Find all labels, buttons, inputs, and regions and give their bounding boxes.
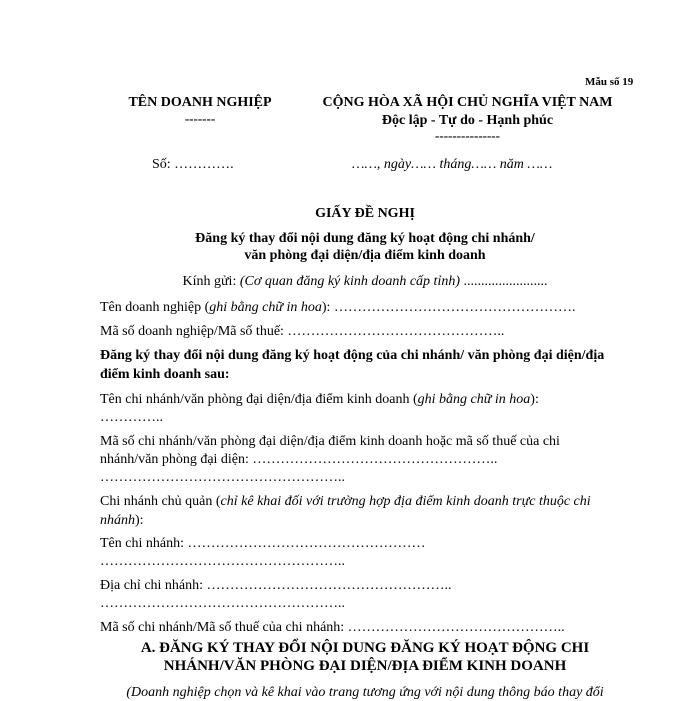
branch-name-dots: …………..: [100, 410, 163, 425]
company-name-line: [100, 298, 630, 317]
document-number: Số: ………….: [152, 157, 234, 172]
parent-branch-tail: ):: [135, 513, 144, 528]
section-intro: Đăng ký thay đổi nội dung đăng ký hoạt động của chi nhánh/ văn phòng đại diện/địa điểm kinh doanh sau:: [100, 348, 605, 382]
section-a-line1: A. ĐĂNG KÝ THAY ĐỔI NỘI DUNG ĐĂNG KÝ HOẠT ĐỘNG CHI: [140, 640, 590, 656]
branch-code-dots: ……………………………………………..: [100, 470, 345, 485]
branch-code-line2: nhánh/văn phòng đại diện: ……………………………………………..: [100, 452, 498, 467]
recipient-value: (Cơ quan đăng ký kinh doanh cấp tỉnh): [239, 274, 461, 289]
branch-name-note: ghi bằng chữ in hoa: [417, 392, 531, 407]
recipient-line: [100, 274, 630, 290]
tax-code-line: Mã số doanh nghiệp/Mã số thuế: ………………………………………..: [100, 324, 505, 339]
motto-rule: ---------------: [435, 128, 500, 143]
title-sub-line1: Đăng ký thay đổi nội dung đăng ký hoạt động chi nhánh/: [195, 231, 535, 246]
company-label: TÊN DOANH NGHIỆP: [128, 95, 272, 110]
company-name-label: Tên doanh nghiệp (: [100, 300, 210, 315]
form-number: Mẫu số 19: [585, 76, 634, 88]
title-sub-line2: văn phòng đại diện/địa điểm kinh doanh: [244, 248, 486, 263]
section-a-note: (Doanh nghiệp chọn và kê khai vào trang tương ứng với nội dung thông báo thay đổi: [126, 685, 604, 700]
parent-branch-address: Địa chỉ chi nhánh: ……………………………………………..: [100, 578, 452, 593]
date-line: ……, ngày…… tháng…… năm ……: [352, 157, 553, 172]
branch-name-tail: ):: [530, 392, 539, 407]
parent-branch-line: [100, 492, 630, 530]
recipient-dots: ........................: [460, 274, 548, 289]
recipient-label: Kính gửi:: [182, 274, 240, 289]
parent-branch-address-dots: ……………………………………………..: [100, 596, 345, 611]
nation-title: CỘNG HÒA XÃ HỘI CHỦ NGHĨA VIỆT NAM: [322, 95, 613, 110]
parent-branch-name: Tên chi nhánh: ……………………………………………: [100, 536, 426, 551]
branch-name-line: [100, 390, 630, 409]
parent-branch-tax: Mã số chi nhánh/Mã số thuế của chi nhánh: ………………………………………..: [100, 620, 565, 635]
company-rule: -------: [184, 111, 216, 126]
company-name-tail: ): …………………………………………….: [321, 300, 576, 315]
company-name-note: ghi bằng chữ in hoa: [209, 300, 322, 315]
branch-code-line1: Mã số chi nhánh/văn phòng đại diện/địa điểm kinh doanh hoặc mã số thuế của chi: [100, 434, 560, 449]
parent-branch-name-dots: ……………………………………………..: [100, 554, 345, 569]
motto: Độc lập - Tự do - Hạnh phúc: [381, 113, 554, 128]
parent-branch-note: chỉ kê khai đối với trường hợp địa điểm kinh doanh trực thuộc chi nhánh: [100, 494, 591, 528]
page-title: GIẤY ĐỀ NGHỊ: [315, 206, 415, 221]
branch-name-label: Tên chi nhánh/văn phòng đại diện/địa điểm kinh doanh (: [100, 392, 418, 407]
parent-branch-label: Chi nhánh chủ quản (: [100, 494, 221, 509]
section-a-line2: NHÁNH/VĂN PHÒNG ĐẠI DIỆN/ĐỊA ĐIỂM KINH DOANH: [163, 658, 567, 674]
